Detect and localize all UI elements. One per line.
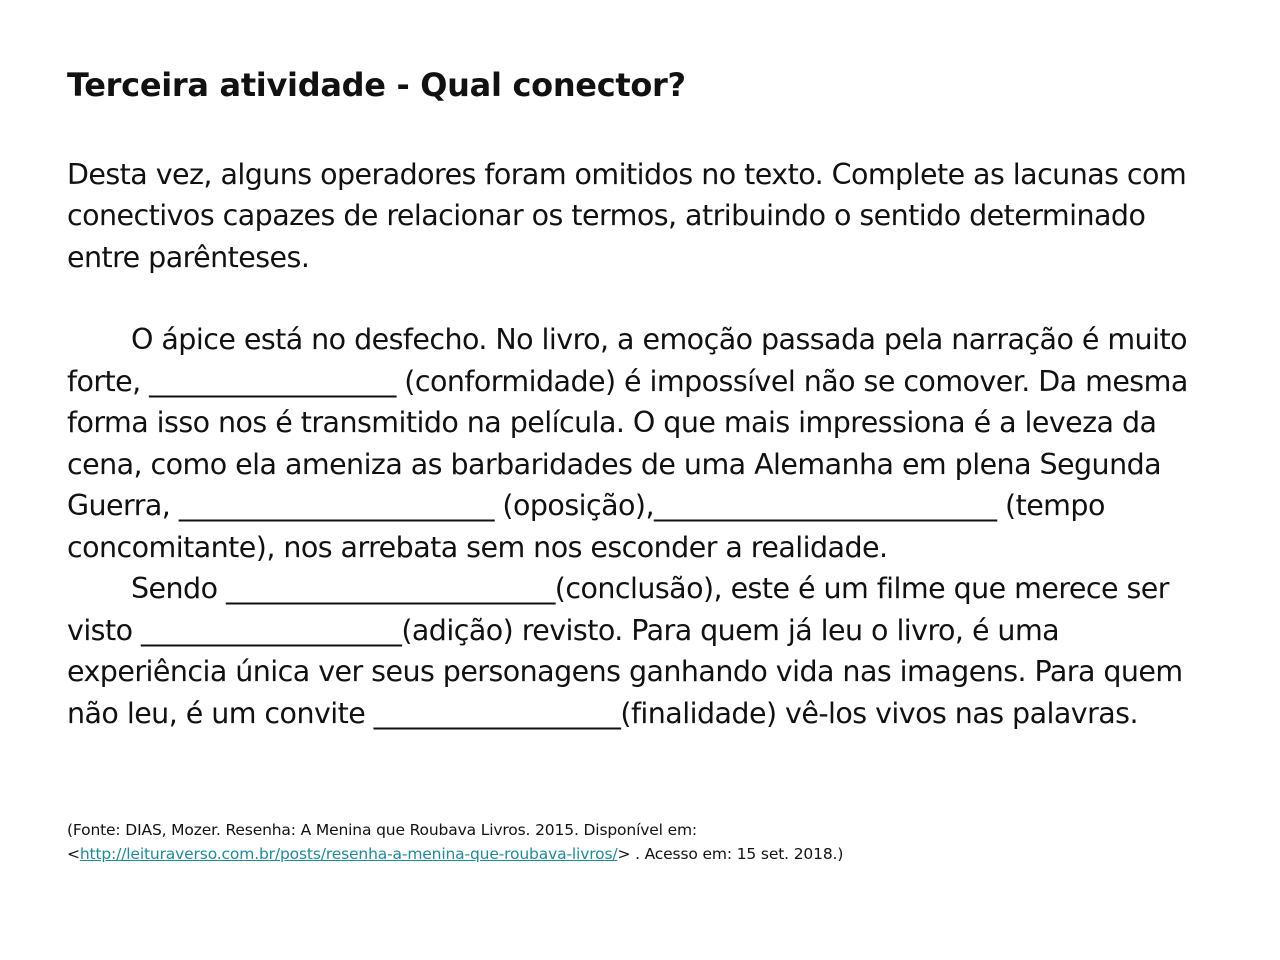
exercise-line	[131, 572, 1169, 606]
exercise-text-segment: Guerra,	[67, 489, 179, 522]
exercise-text-segment: (oposição),	[493, 489, 654, 522]
exercise-text-segment: (conclusão), este é um filme que merece ser	[554, 572, 1169, 605]
exercise-line	[67, 365, 1188, 399]
blank-finalidade: __________________	[373, 697, 621, 730]
instructions-line: entre parênteses.	[67, 241, 310, 274]
source-link[interactable]: http://leituraverso.com.br/posts/resenha-a-menina-que-roubava-livros/	[79, 845, 618, 863]
exercise-text-segment: (tempo	[996, 489, 1105, 522]
exercise-text-segment: (conformidade) é impossível não se comover. Da mesma	[395, 365, 1188, 398]
exercise-text-segment: visto	[67, 614, 142, 647]
page-title: Terceira atividade - Qual conector?	[67, 66, 686, 104]
exercise-line: O ápice está no desfecho. No livro, a emoção passada pela narração é muito	[131, 323, 1187, 356]
exercise-line	[67, 489, 1105, 523]
exercise-line	[67, 614, 1059, 648]
source-text-segment: <	[67, 845, 80, 863]
exercise-text-segment: (adição) revisto. Para quem já leu o livro, é uma	[401, 614, 1060, 647]
blank-adicao: ___________________	[141, 614, 402, 647]
source-text-segment: > . Acesso em: 15 set. 2018.)	[617, 845, 844, 863]
blank-conformidade: __________________	[149, 365, 396, 398]
exercise-line: forma isso nos é transmitido na película. O que mais impressiona é a leveza da	[67, 406, 1157, 439]
instructions-line: conectivos capazes de relacionar os termos, atribuindo o sentido determinado	[67, 199, 1146, 232]
exercise-line: cena, como ela ameniza as barbaridades de uma Alemanha em plena Segunda	[67, 448, 1162, 481]
exercise-text-segment: forte,	[67, 365, 150, 398]
blank-conclusao: ________________________	[225, 572, 555, 605]
exercise-text-segment: não leu, é um convite	[67, 697, 374, 730]
source-line: (Fonte: DIAS, Mozer. Resenha: A Menina que Roubava Livros. 2015. Disponível em:	[67, 821, 697, 839]
source-line	[67, 845, 843, 864]
exercise-line	[67, 697, 1138, 731]
blank-oposicao: _______________________	[178, 489, 494, 522]
exercise-text-segment: (finalidade) vê-los vivos nas palavras.	[620, 697, 1138, 730]
exercise-text-segment: Sendo	[131, 572, 226, 605]
blank-tempo-concomitante: _________________________	[653, 489, 997, 522]
exercise-line: experiência única ver seus personagens ganhando vida nas imagens. Para quem	[67, 655, 1183, 688]
instructions-line: Desta vez, alguns operadores foram omitidos no texto. Complete as lacunas com	[67, 158, 1187, 191]
exercise-line: concomitante), nos arrebata sem nos esconder a realidade.	[67, 531, 888, 564]
